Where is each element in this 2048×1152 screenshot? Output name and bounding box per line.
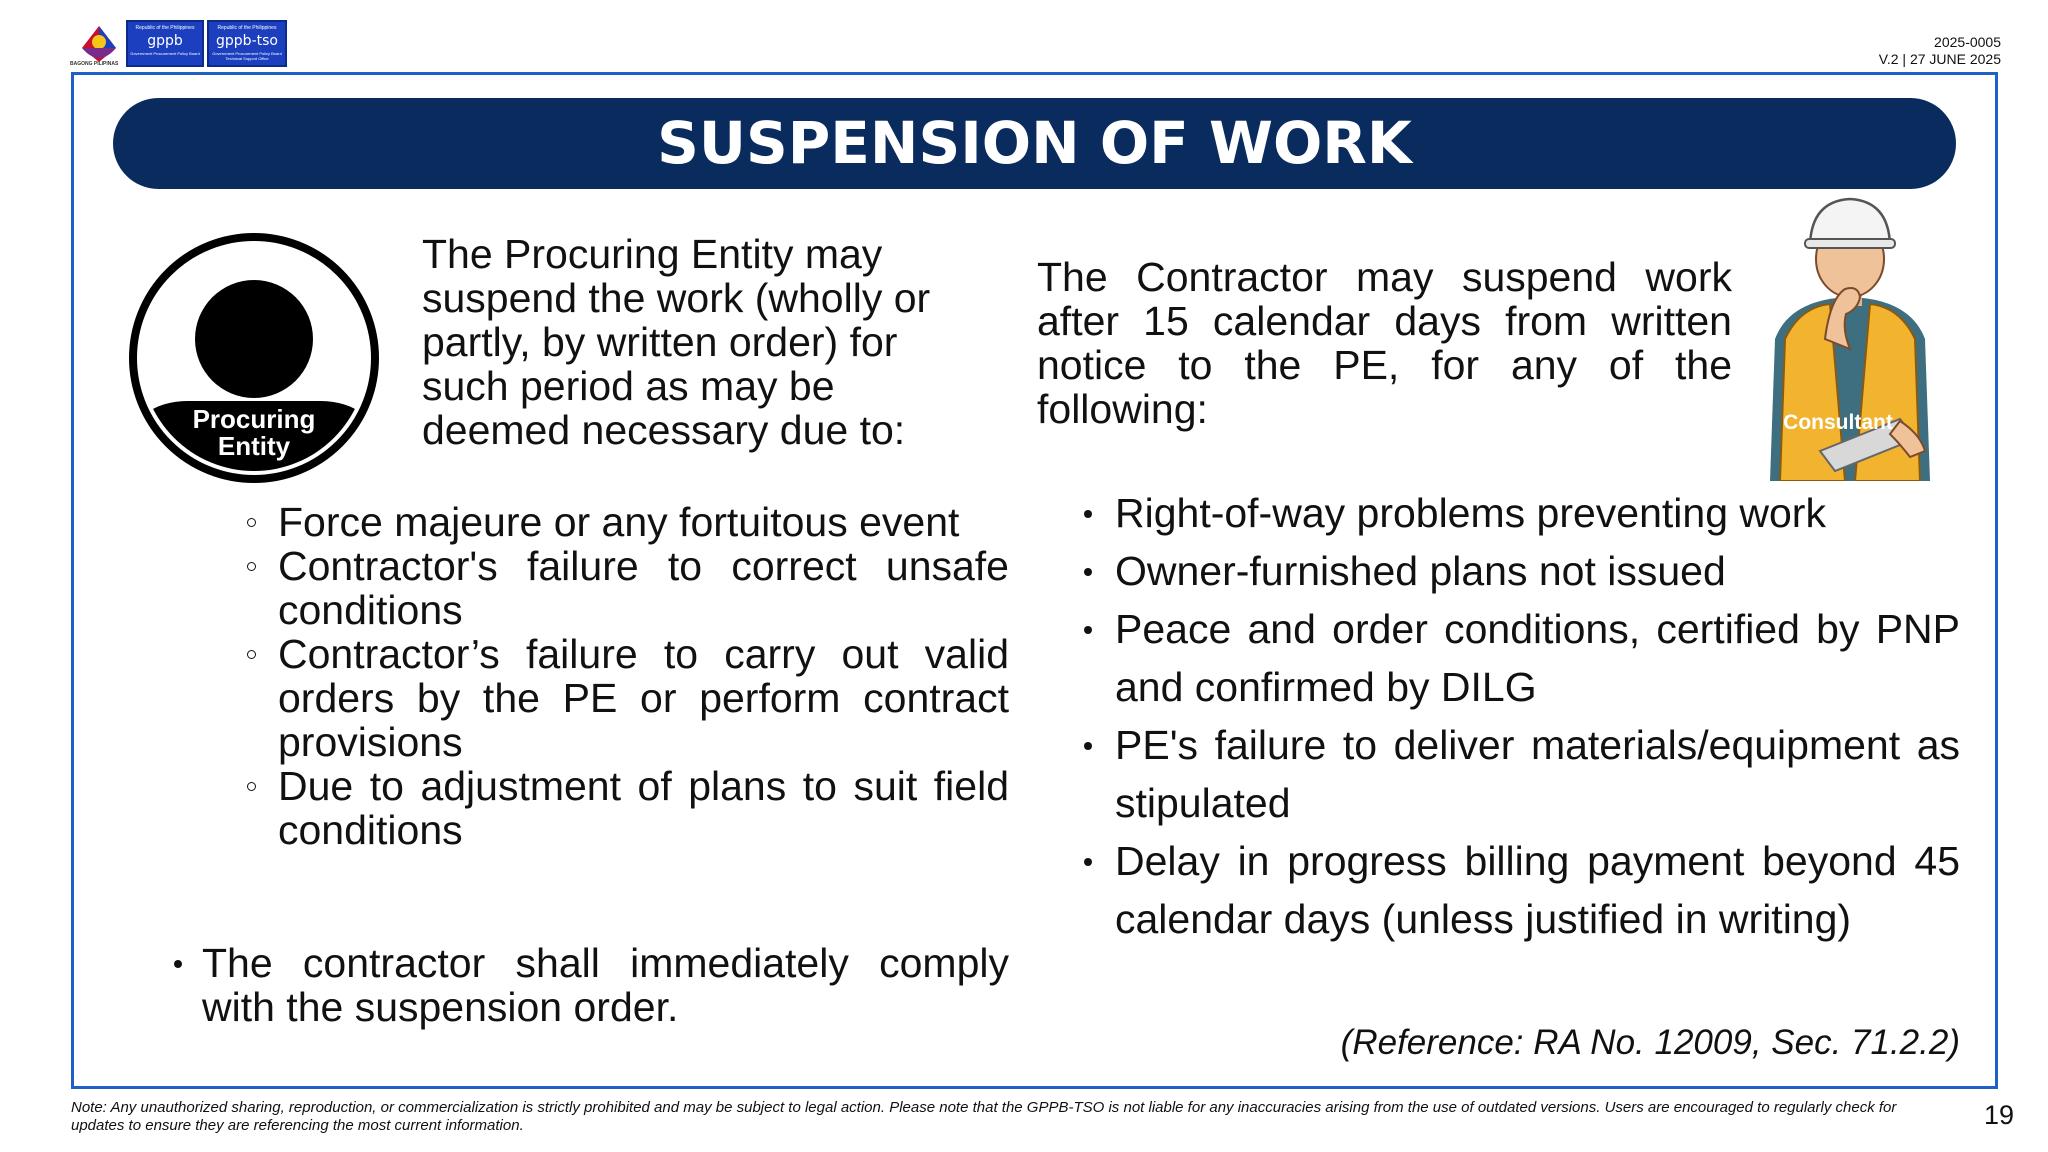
bagong-pilipinas-caption: BAGONG PILIPINAS (70, 61, 119, 67)
document-number-block (1879, 34, 2001, 68)
page-number: 19 (1984, 1100, 2015, 1130)
list-item: Peace and order conditions, certified by PNP and confirmed by DILG (1082, 600, 1960, 716)
procuring-entity-label-line2: Entity (217, 431, 291, 461)
procuring-entity-icon (127, 231, 381, 485)
procuring-entity-label-line1: Procuring (192, 404, 316, 434)
list-item: Owner-furnished plans not issued (1082, 542, 1960, 600)
list-item: PE's failure to deliver materials/equipment as stipulated (1082, 716, 1960, 832)
reference-citation: (Reference: RA No. 12009, Sec. 71.2.2) (1340, 1023, 1960, 1062)
footer-disclaimer: Note: Any unauthorized sharing, reproduction, or commercialization is strictly prohibited and may be subject to legal action. Please note that the GPPB-TSO is not liable for any inaccuracies arising from the use of outdated versions. Users are encouraged to regularly check for updates to ensure they are referencing the most current information. (71, 1099, 1897, 1134)
document-version: V.2 | 27 JUNE 2025 (1878, 51, 2001, 67)
procuring-entity-lead: The Procuring Entity may suspend the work (wholly or partly, by written order) for such period as may be deemed necessary due to: (422, 231, 931, 453)
contractor-suspension-reasons (1082, 484, 1960, 948)
gppb-tso-logo-top: Republic of the Philippines (217, 25, 277, 31)
list-item: Contractor’s failure to carry out valid orders by the PE or perform contract provisions (243, 632, 1009, 764)
contractor-lead: The Contractor may suspend work after 15 calendar days from written notice to the PE, for any of the following: (1037, 254, 1732, 432)
gppb-tso-logo-bottom: Government Procurement Policy Board Technical Support Office (212, 51, 282, 61)
consultant-label: Consultant (1783, 411, 1893, 434)
list-item: Force majeure or any fortuitous event (243, 500, 1009, 544)
gppb-logo-name: gppb (147, 33, 183, 49)
consultant-illustration (1750, 189, 1950, 481)
list-item: Contractor's failure to correct unsafe conditions (243, 544, 1009, 632)
gppb-tso-logo-name: gppb-tso (216, 33, 278, 49)
page-title: SUSPENSION OF WORK (113, 98, 1956, 189)
gppb-logo-bottom: Government Procurement Policy Board (130, 51, 200, 56)
list-item: Right-of-way problems preventing work (1082, 484, 1960, 542)
list-item: Due to adjustment of plans to suit field conditions (243, 764, 1009, 852)
list-item: The contractor shall immediately comply with the suspension order. (172, 941, 1009, 1029)
document-number: 2025-0005 (1934, 34, 2001, 50)
gppb-tso-logo (207, 20, 287, 67)
gppb-logo-top: Republic of the Philippines (135, 25, 195, 31)
pe-suspension-reasons (243, 500, 1009, 852)
compliance-bullet (172, 941, 1009, 1029)
gppb-logo (126, 20, 204, 67)
list-item: Delay in progress billing payment beyond 45 calendar days (unless justified in writing) (1082, 832, 1960, 948)
